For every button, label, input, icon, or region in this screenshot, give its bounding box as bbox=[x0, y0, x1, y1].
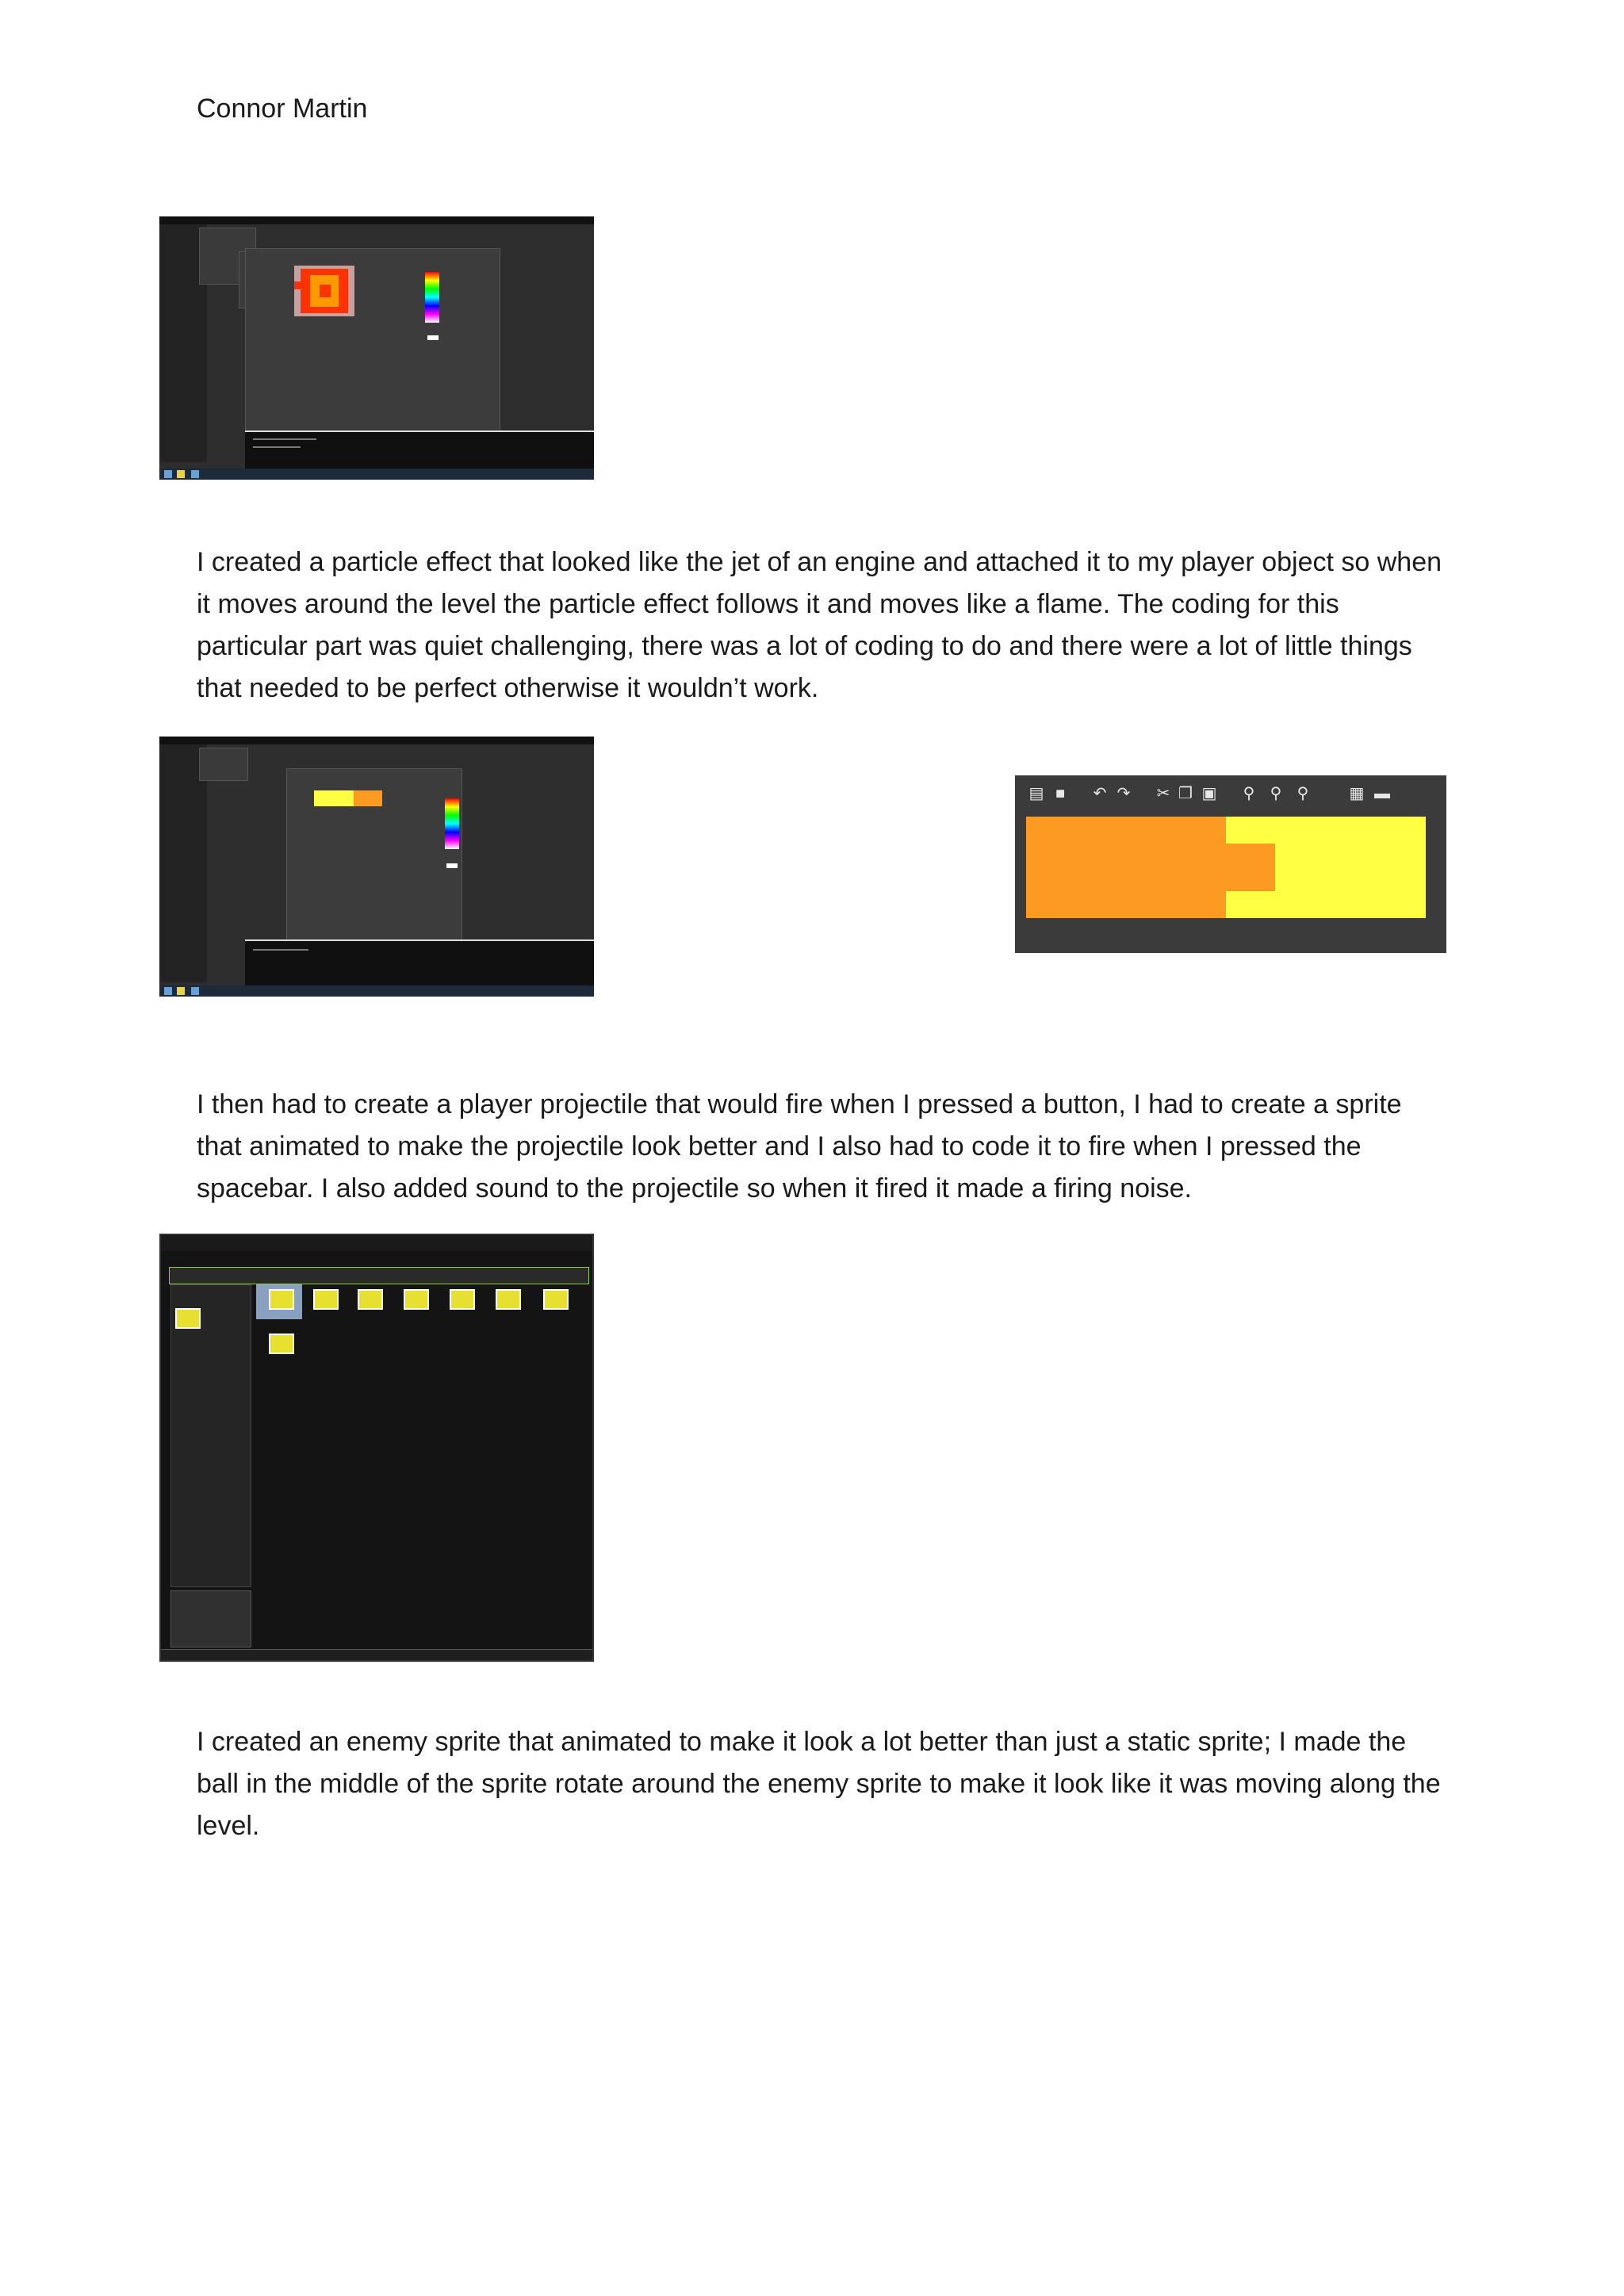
author-name: Connor Martin bbox=[197, 94, 368, 124]
zoom-in-icon[interactable]: ⚲ bbox=[1243, 785, 1255, 802]
sprite-orange-block bbox=[1026, 817, 1226, 918]
particle-editor-screenshot bbox=[159, 216, 594, 480]
undo-icon[interactable]: ↶ bbox=[1093, 785, 1107, 802]
projectile-sprite-small bbox=[314, 790, 382, 806]
grid-icon[interactable]: ▦ bbox=[1349, 785, 1365, 802]
paragraph-particle-effect: I created a particle effect that looked like the jet of an engine and attached it to my player object so when it moves around the level the particle effect follows it and moves like a flame. The coding for this particular part was quiet challenging, there was a lot of coding to do and there were a lot of little things that needed to be perfect otherwise it wouldn’t work. bbox=[197, 547, 1442, 703]
sprite-orange-notch bbox=[1226, 844, 1275, 891]
particle-sprite bbox=[294, 266, 354, 316]
paste-icon[interactable]: ▣ bbox=[1201, 785, 1217, 802]
save-icon[interactable]: ■ bbox=[1055, 785, 1066, 802]
editor-toolbar bbox=[1015, 775, 1446, 812]
projectile-sprite-zoom bbox=[1015, 775, 1446, 953]
zoom-reset-icon[interactable]: ⚲ bbox=[1297, 785, 1309, 802]
sprite-canvas bbox=[1026, 817, 1426, 918]
zoom-out-icon[interactable]: ⚲ bbox=[1270, 785, 1282, 802]
paragraph-enemy-sprite: I created an enemy sprite that animated to make it look a lot better than just a static sprite; I made the ball in the middle of the sprite rotate around the enemy sprite to make it look like it was moving along the level. bbox=[197, 1727, 1441, 1841]
paragraph-player-projectile: I then had to create a player projectile that would fire when I pressed a button, I had to create a sprite that animated to make the projectile look better and I also had to code it to fire when I pressed the spacebar. I also added sound to the projectile so when it fired it made a firing noise. bbox=[197, 1089, 1402, 1203]
copy-icon[interactable]: ❐ bbox=[1178, 785, 1193, 802]
projectile-sprite-editor-screenshot bbox=[159, 737, 594, 997]
cut-icon[interactable]: ✂ bbox=[1156, 785, 1170, 802]
redo-icon[interactable]: ↷ bbox=[1116, 785, 1131, 802]
image-icon[interactable]: ▬ bbox=[1374, 785, 1390, 802]
open-icon[interactable]: ▤ bbox=[1028, 785, 1044, 802]
enemy-sprite-editor-screenshot bbox=[159, 1234, 594, 1662]
